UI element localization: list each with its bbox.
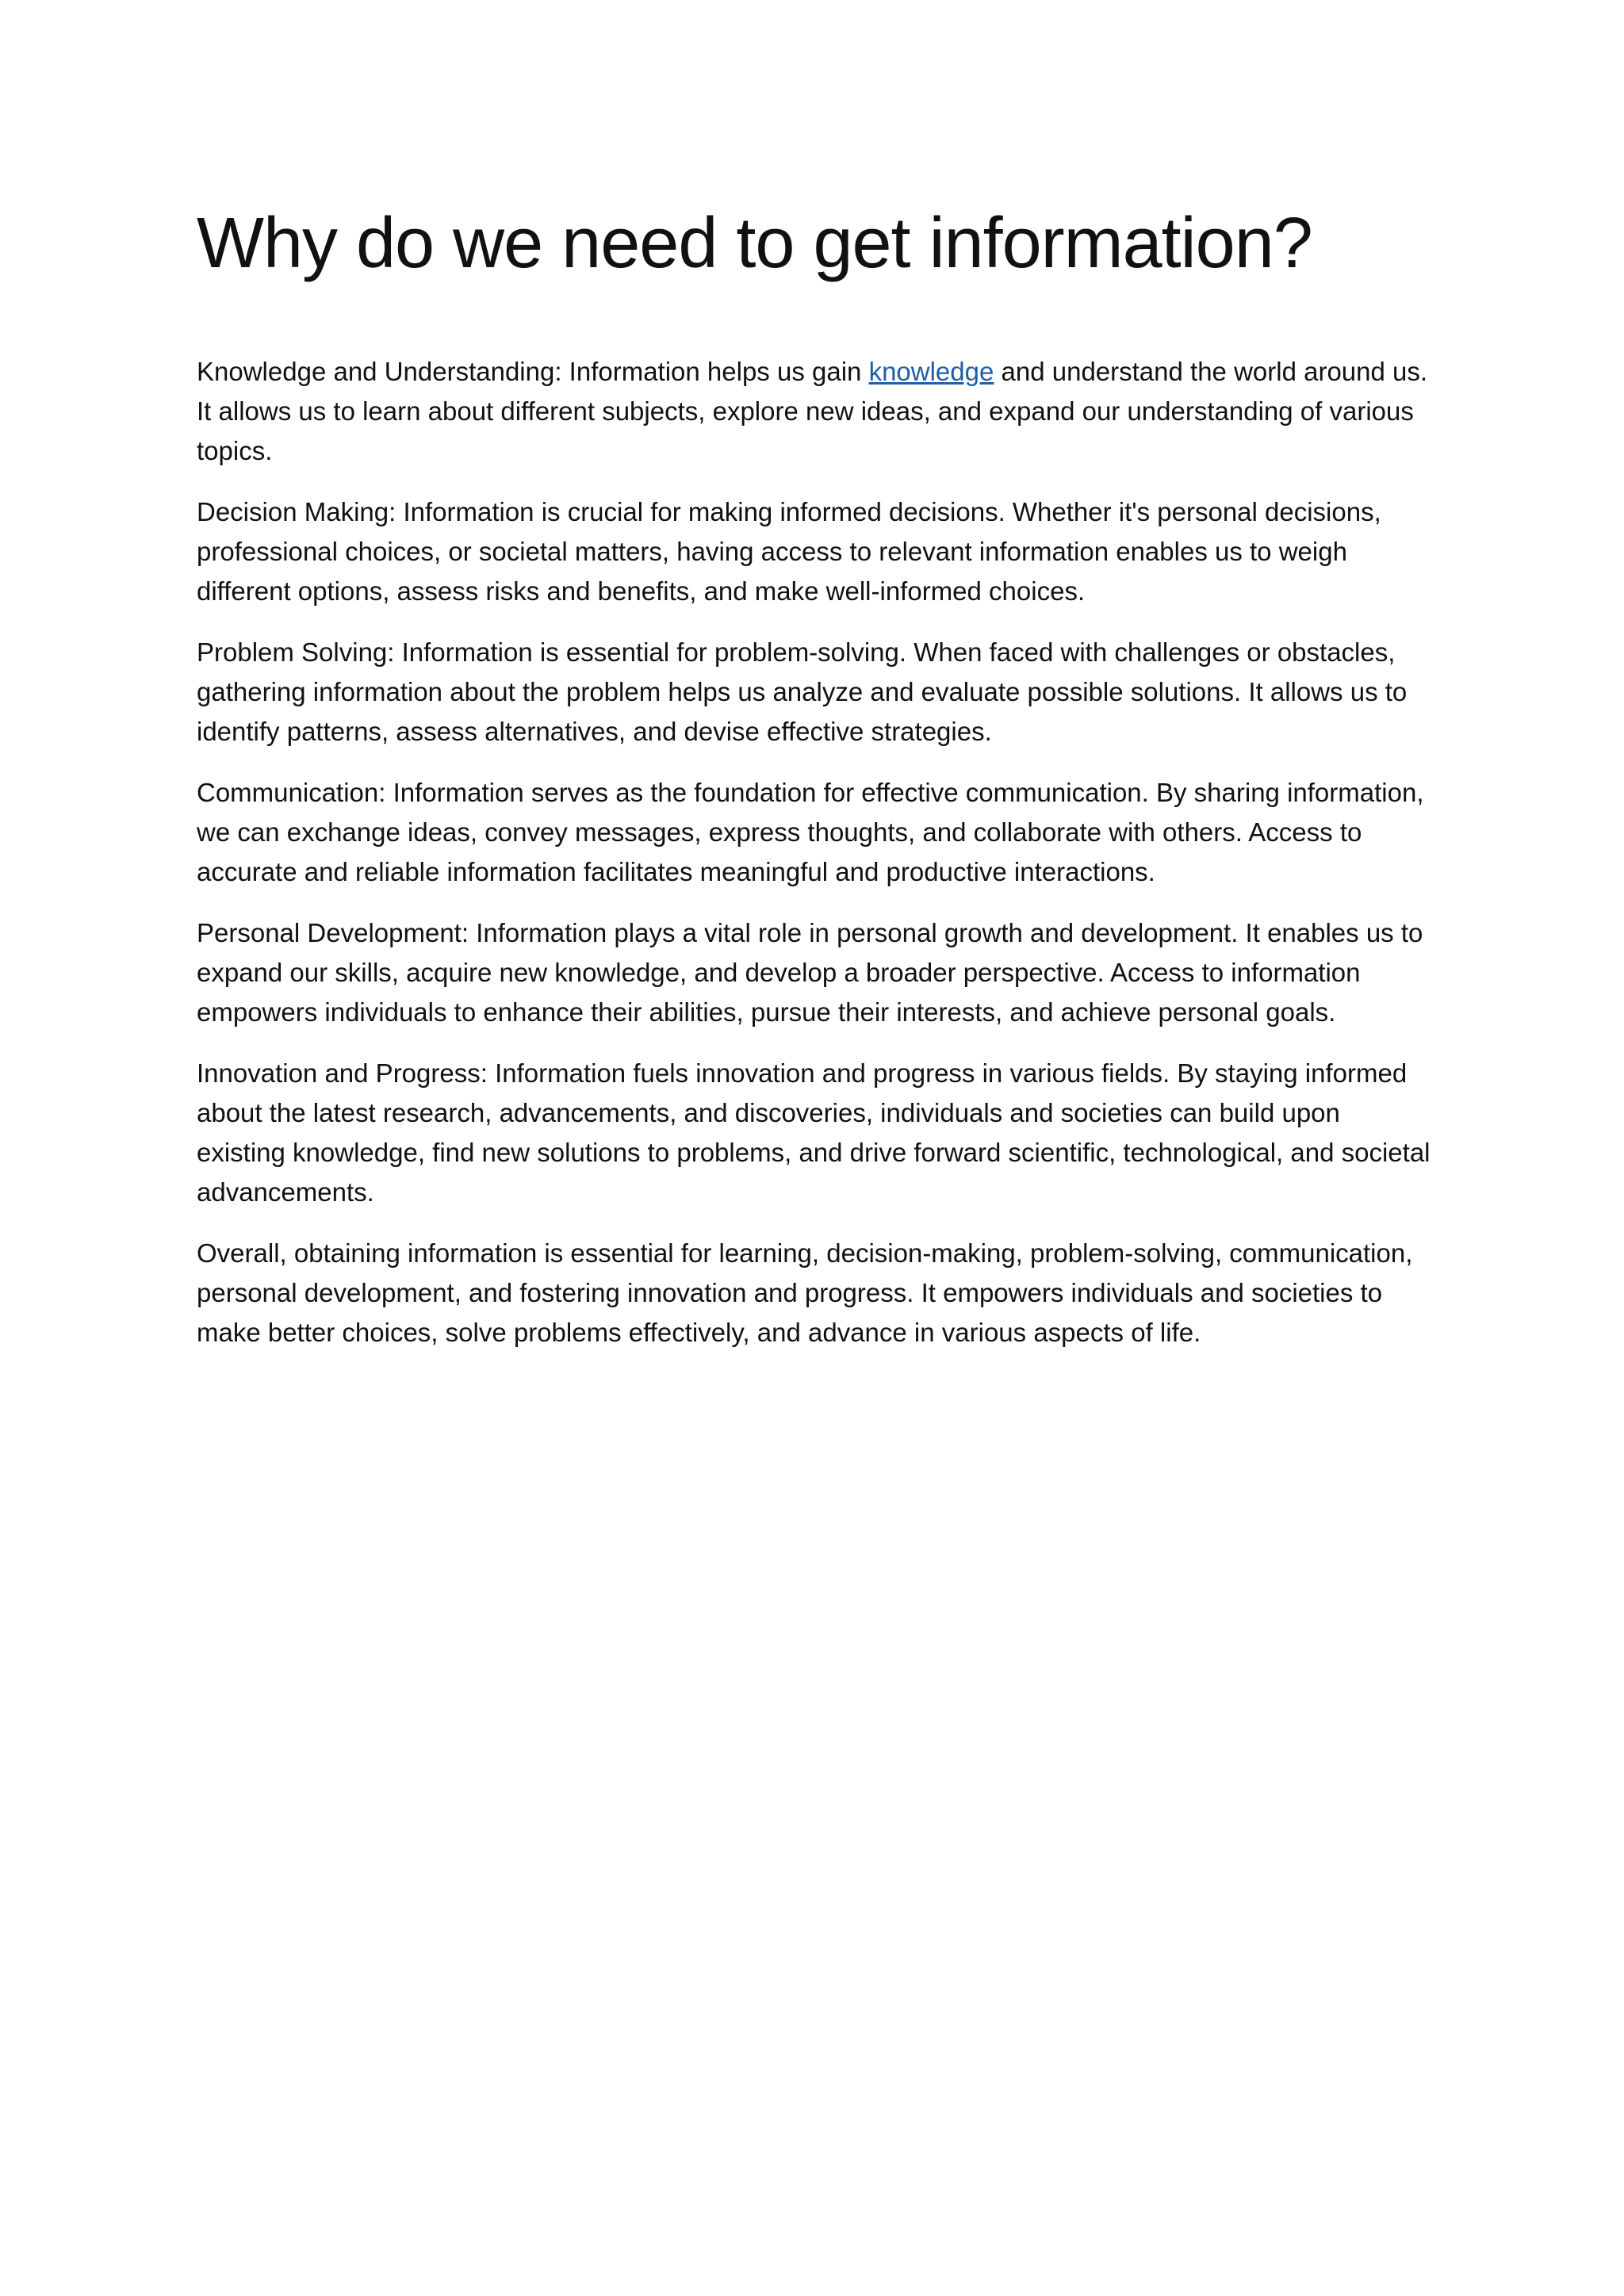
paragraph-text: Knowledge and Understanding: Information helps us gain xyxy=(197,357,869,386)
paragraph-decision-making: Decision Making: Information is crucial for making informed decisions. Whether it's personal decisions, professional choices, or societal matters, having access to relevant information enables us to weigh different options, assess risks and benefits, and make well-informed choices. xyxy=(197,497,1381,606)
paragraph-communication: Communication: Information serves as the foundation for effective communication. By sharing information, we can exchange ideas, convey messages, express thoughts, and collaborate with others. Access to accurate and reliable information facilitates meaningful and productive interactions. xyxy=(197,778,1424,886)
paragraph-text: and understand the world around us. It allows us to learn about different subjects, explore new ideas, and expand our understanding of various topics. xyxy=(197,357,1428,465)
paragraph-overall: Overall, obtaining information is essential for learning, decision-making, problem-solving, communication, personal development, and fostering innovation and progress. It empowers individuals and societies to make better choices, solve problems effectively, and advance in various aspects of life. xyxy=(197,1238,1413,1347)
paragraph-problem-solving: Problem Solving: Information is essential for problem-solving. When faced with challenges or obstacles, gathering information about the problem helps us analyze and evaluate possible solutions. It allows us to identify patterns, assess alternatives, and devise effective strategies. xyxy=(197,637,1408,746)
paragraph-innovation-progress: Innovation and Progress: Information fuels innovation and progress in various fields. By staying informed about the latest research, advancements, and discoveries, individuals and societies can build upon existing knowledge, find new solutions to problems, and drive forward scientific, technological, and societal advancements. xyxy=(197,1058,1431,1207)
page-title: Why do we need to get information? xyxy=(197,204,1312,283)
paragraph-knowledge xyxy=(197,352,1434,471)
knowledge-link[interactable]: knowledge xyxy=(868,357,994,386)
paragraph-personal-development: Personal Development: Information plays a vital role in personal growth and development. It enables us to expand our skills, acquire new knowledge, and develop a broader perspective. Access to information empowers individuals to enhance their abilities, pursue their interests, and achieve personal goals. xyxy=(197,918,1423,1027)
document-body xyxy=(197,197,1434,1374)
